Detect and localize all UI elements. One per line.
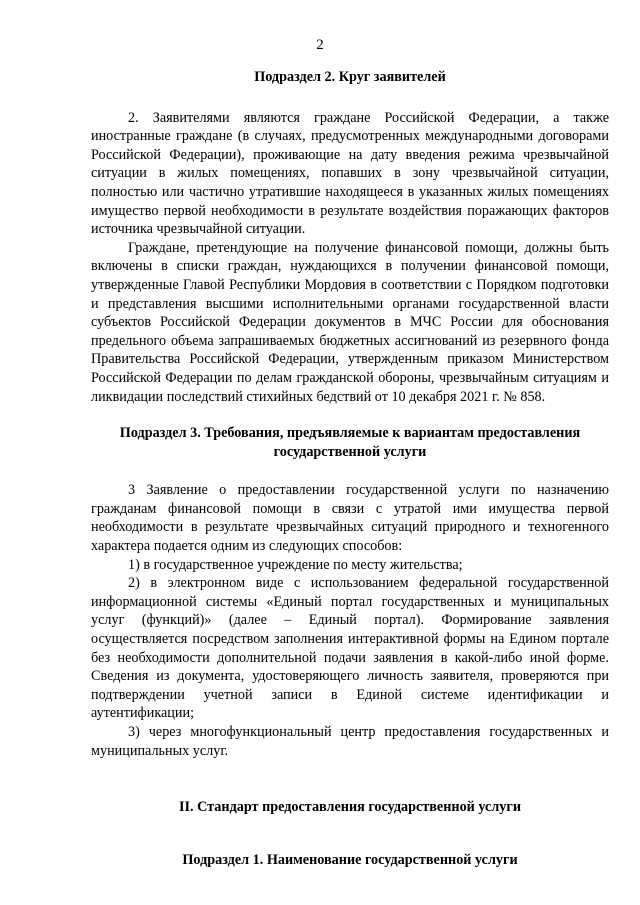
subsection-3-heading: Подраздел 3. Требования, предъявляемые к вариантам предоставления государственной услуги <box>119 425 581 460</box>
document-body <box>91 68 609 869</box>
subsection-2-heading: Подраздел 2. Круг заявителей <box>254 69 446 85</box>
list-item-3: 3) через многофункциональный центр предоставления государственных и муниципальных услуг. <box>91 724 609 759</box>
part-2-heading: II. Стандарт предоставления государственной услуги <box>178 799 522 816</box>
page-number: 2 <box>316 37 324 53</box>
paragraph-applicants: 2. Заявителями являются граждане Российской Федерации, а также иностранные граждане (в случаях, предусмотренных международными договорами Российской Федерации), проживающие на дату введения режима чрезвычайной ситуации в жилых помещениях, попавших в зону чрезвычайной ситуации, полностью или частично утратившие находящееся в указанных жилых помещениях имущество первой необходимости в результате воздействия поражающих факторов источника чрезвычайной ситуации. <box>91 109 609 238</box>
list-item-2: 2) в электронном виде с использованием федеральной государственной информационной системы «Единый портал государственных и муниципальных услуг (функций)» (далее – Единый портал). Формирование заявления осуществляется посредством заполнения интерактивной формы на Едином портале без необходимости дополнительной подачи заявления в какой-либо иной форме. Сведения из документа, удостоверяющего личность заявителя, проверяются при подтверждении учетной записи в Единой системе идентификации и аутентификации; <box>91 575 609 722</box>
paragraph-citizens-lists: Граждане, претендующие на получение финансовой помощи, должны быть включены в списки граждан, нуждающихся в получении финансовой помощи, утвержденные Главой Республики Мордовия в соответствии с Порядком подготовки и представления высшими исполнительными органами государственной власти субъектов Российской Федерации документов в МЧС России для обоснования предельного объема запрашиваемых бюджетных ассигнований из резервного фонда Правительства Российской Федерации, утвержденным приказом Министерством Российской Федерации по делам гражданской обороны, чрезвычайным ситуациям и ликвидации последствий стихийных бедствий от 10 декабря 2021 г. № 858. <box>91 239 609 405</box>
part-2-subsection-1-heading: Подраздел 1. Наименование государственной услуги <box>182 851 518 868</box>
list-item-1: 1) в государственное учреждение по месту жительства; <box>128 556 463 573</box>
paragraph-application-methods: 3 Заявление о предоставлении государственной услуги по назначению гражданам финансовой помощи в связи с утратой ими имущества первой необходимости в результате чрезвычайных ситуаций природного и техногенного характера подается одним из следующих способов: <box>91 482 609 555</box>
